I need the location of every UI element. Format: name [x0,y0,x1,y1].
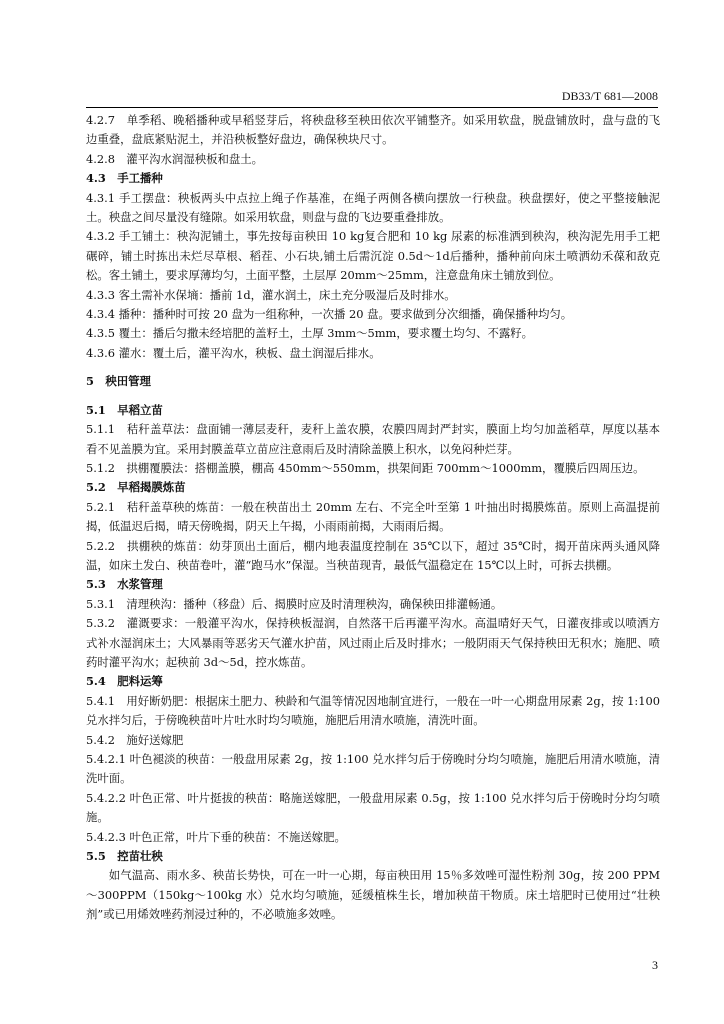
body-paragraph: 5.1.2 拱棚覆膜法：搭棚盖膜，棚高 450mm～550mm，拱架间距 700mm～1000mm，覆膜后四周压边。 [86,460,645,475]
section-gap [86,392,660,401]
header-rule [86,107,658,108]
section-heading: 5.1 早稻立苗 [86,402,163,417]
body-paragraph: 5.3.2 灌溉要求：一般灌平沟水，保持秧板湿润，自然落干后再灌平沟水。高温晴好天气，日灌夜排或以喷洒方式补水湿润床土；大风暴雨等恶劣天气灌水护苗，风过雨止后及时排水；一般阴雨天气保持秧田无积水；施肥、喷药时灌平沟水；起秧前 3d～5d，控水炼苗。 [86,616,660,669]
body-paragraph: 4.3.5 覆土：播后匀撒未经培肥的盖籽土，土厚 3mm～5mm，要求覆土均匀、不露籽。 [86,326,534,341]
body-paragraph: 5.4.2.2 叶色正常、叶片挺拔的秧苗：略施送嫁肥，一般盘用尿素 0.5g，按 1:100 兑水拌匀后于傍晚时分均匀喷施。 [86,790,660,825]
body-paragraph: 4.3.3 客土需补水保墒：播前 1d，灌水润土，床土充分吸湿后及时排水。 [86,287,456,302]
body-paragraph: 5.3.1 清理秧沟：播种（移盘）后、揭膜时应及时清理秧沟，确保秧田排灌畅通。 [86,596,503,611]
body-paragraph: 5.2.2 拱棚秧的炼苗：幼芽顶出土面后，棚内地表温度控制在 35℃以下，超过 35℃时，揭开苗床两头通风降温，如床土发白、秧苗卷叶，灌“跑马水”保湿。当秧苗现青，最低气温稳定在 15℃以上时，可拆去拱棚。 [86,538,660,572]
body-paragraph: 4.3.2 手工铺土：秧沟泥铺土，事先按每亩秧田 10 kg复合肥和 10 kg 尿素的标准洒到秧沟，秧沟泥先用手工耙碾碎，铺土时拣出未烂尽草根、稻茬、小石块,铺土后需沉淀 0.5d～1d后播种，播种前向床土喷洒幼禾葆和敌克松。客土铺土，要求厚薄均匀，土面平整，土层厚 20mm～25mm，注意盘角床土铺放到位。 [86,229,660,283]
body-paragraph: 4.2.7 单季稻、晚稻播种或早稻竖芽后，将秧盘移至秧田依次平铺整齐。如采用软盘，脱盘铺放时，盘与盘的飞边重叠，盘底紧贴泥土，并沿秧板整好盘边，确保秧块尺寸。 [86,113,660,147]
body-paragraph: 5.4.2.1 叶色褪淡的秧苗：一般盘用尿素 2g，按 1:100 兑水拌匀后于傍晚时分均匀喷施，施肥后用清水喷施，清洗叶面。 [86,752,660,786]
body-paragraph: 4.3.4 播种：播种时可按 20 盘为一组称种，一次播 20 盘。要求做到分次细播，确保播种均匀。 [86,307,573,322]
page-number: 3 [652,958,658,972]
body-paragraph: 4.3.6 灌水：覆土后，灌平沟水，秧板、盘土润湿后排水。 [86,345,381,360]
section-gap [86,363,660,372]
section-heading: 5 秧田管理 [86,374,151,389]
body-paragraph: 5.4.1 用好断奶肥：根据床土肥力、秧龄和气温等情况因地制宜进行，一般在一叶一心期盘用尿素 2g，按 1:100 兑水拌匀后，于傍晚秧苗叶片吐水时均匀喷施，施肥后用清水喷施，清洗叶面。 [86,693,660,728]
section-heading: 5.2 早稻揭膜炼苗 [86,480,186,495]
section-heading: 5.4 肥料运筹 [86,674,163,689]
body-paragraph: 如气温高、雨水多、秧苗长势快，可在一叶一心期，每亩秧田用 15％多效唑可湿性粉剂 30g，按 200 PPM～300PPM（150kg～100kg 水）兑水均匀喷施，延缓植株生长，增加秧苗干物质。床土培肥时已使用过“壮秧剂”或已用烯效唑药剂浸过种的，不必喷施多效唑。 [86,868,660,922]
document-code: DB33/T 681—2008 [561,89,658,103]
body-paragraph: 4.2.8 灌平沟水润湿秧板和盘土。 [86,151,264,166]
body-paragraph: 4.3.1 手工摆盘：秧板两头中点拉上绳子作基准，在绳子两侧各横向摆放一行秧盘。秧盘摆好，使之平整接触泥土。秧盘之间尽量没有缝隙。如采用软盘，则盘与盘的飞边要重叠排放。 [86,190,660,225]
body-paragraph: 5.2.1 秸秆盖草秧的炼苗：一般在秧苗出土 20mm 左右、不完全叶至第 1 叶抽出时揭膜炼苗。原则上高温提前揭，低温迟后揭，晴天傍晚揭，阴天上午揭，小雨雨前揭，大雨雨后揭。 [86,499,660,534]
section-heading: 4.3 手工播种 [86,171,163,186]
document-body [86,111,660,925]
body-paragraph: 5.4.2.3 叶色正常，叶片下垂的秧苗：不施送嫁肥。 [86,829,346,844]
section-heading: 5.5 控苗壮秧 [86,849,163,864]
body-paragraph: 5.4.2 施好送嫁肥 [86,732,184,747]
body-paragraph: 5.1.1 秸秆盖草法：盘面铺一薄层麦秆，麦秆上盖农膜，农膜四周封严封实，膜面上均匀加盖稻草，厚度以基本看不见盖膜为宜。采用封膜盖草立苗应注意雨后及时清除盖膜上积水，以免闷种烂芽。 [86,422,660,456]
section-heading: 5.3 水浆管理 [86,577,163,592]
